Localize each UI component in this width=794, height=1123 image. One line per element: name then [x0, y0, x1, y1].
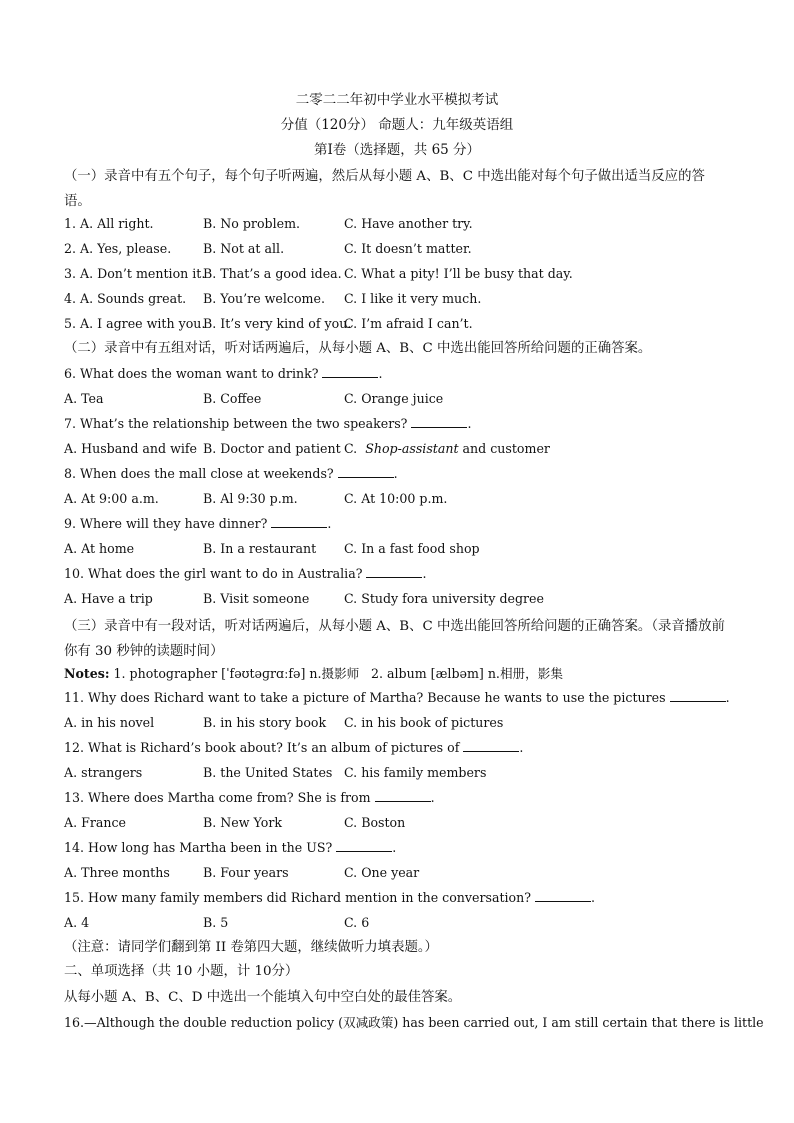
q4-option-a: 4. A. Sounds great. [64, 291, 187, 306]
section2-instruction: （二）录音中有五组对话，听对话两遍后，从每小题 A、B、C 中选出能回答所给问题的正确答案。 [64, 341, 652, 356]
answer-blank [375, 789, 431, 802]
q7-option-c-rest: and customer [462, 441, 550, 456]
q6-text: 6. What does the woman want to drink? [64, 366, 319, 381]
q5-option-b: B. It’s very kind of you. [203, 316, 352, 331]
q8-option-c: C. At 10:00 p.m. [344, 491, 448, 506]
q15-text: 15. How many family members did Richard mention in the conversation? [64, 890, 532, 905]
q8-text: 8. When does the mall close at weekends? [64, 466, 334, 481]
q15-option-b: B. 5 [203, 915, 229, 930]
q6-option-b: B. Coffee [203, 391, 262, 406]
part-one-heading: 第Ⅰ卷（选择题，共 65 分） [313, 142, 481, 158]
q5-option-c: C. I’m afraid I can’t. [344, 316, 473, 331]
turn-page-note: （注意：请同学们翻到第 II 卷第四大题，继续做听力填表题。） [64, 940, 438, 955]
answer-blank [463, 739, 519, 752]
q7-option-c-italic: Shop-assistant [365, 441, 459, 456]
answer-blank [670, 689, 726, 702]
q9-option-b: B. In a restaurant [203, 541, 317, 556]
q14-text: 14. How long has Martha been in the US? [64, 840, 333, 855]
q14-option-b: B. Four years [203, 865, 289, 880]
q9-text: 9. Where will they have dinner? [64, 516, 268, 531]
q15-option-a: A. 4 [64, 915, 90, 930]
q11-stem: 11. Why does Richard want to take a picture of Martha? Because he wants to use the pictures . [64, 690, 730, 705]
q6-option-a: A. Tea [64, 391, 104, 406]
q11-text: 11. Why does Richard want to take a picture of Martha? Because he wants to use the pictures [64, 690, 666, 705]
q10-stem: 10. What does the girl want to do in Australia? . [64, 566, 427, 581]
q13-stem: 13. Where does Martha come from? She is from . [64, 790, 435, 805]
q7-option-b: B. Doctor and patient [203, 441, 341, 456]
q8-option-a: A. At 9:00 a.m. [64, 491, 159, 506]
exam-title: 二零二二年初中学业水平模拟考试 [295, 92, 499, 108]
answer-blank [535, 889, 591, 902]
q15-stem: 15. How many family members did Richard mention in the conversation? . [64, 890, 596, 905]
answer-blank [271, 515, 327, 528]
answer-blank [338, 465, 394, 478]
q2-option-a: 2. A. Yes, please. [64, 241, 172, 256]
q10-option-b: B. Visit someone [203, 591, 310, 606]
q7-option-c-letter: C. [344, 441, 358, 456]
answer-blank [322, 365, 378, 378]
q16-stem: 16.—Although the double reduction policy (双减政策) has been carried out, I am still certain that there is little [64, 1015, 764, 1030]
q2-option-c: C. It doesn’t matter. [344, 241, 472, 256]
q13-option-c: C. Boston [344, 815, 406, 830]
q1-option-c: C. Have another try. [344, 216, 473, 231]
q12-option-c: C. his family members [344, 765, 487, 780]
note-photographer: 1. photographer [ˈfəʊtəɡrɑːfə] n.摄影师 [113, 666, 360, 681]
q5-option-a: 5. A. I agree with you. [64, 316, 206, 331]
answer-blank [366, 565, 422, 578]
q2-option-b: B. Not at all. [203, 241, 285, 256]
section1-instruction: （一）录音中有五个句子，每个句子听两遍，然后从每小题 A、B、C 中选出能对每个句子做出适当反应的答语。 [64, 169, 705, 209]
score-and-author: 分值（120分） 命题人：九年级英语组 [280, 117, 514, 133]
q8-option-b: B. Al 9:30 p.m. [203, 491, 298, 506]
q7-stem: 7. What’s the relationship between the two speakers? . [64, 416, 472, 431]
q8-stem: 8. When does the mall close at weekends? . [64, 466, 398, 481]
q4-option-b: B. You’re welcome. [203, 291, 325, 306]
q7-text: 7. What’s the relationship between the two speakers? [64, 416, 408, 431]
q9-option-c: C. In a fast food shop [344, 541, 480, 556]
q11-option-a: A. in his novel [64, 715, 155, 730]
q9-option-a: A. At home [64, 541, 135, 556]
answer-blank [336, 839, 392, 852]
q14-option-c: C. One year [344, 865, 420, 880]
q14-option-a: A. Three months [64, 865, 170, 880]
q9-stem: 9. Where will they have dinner? . [64, 516, 332, 531]
note-album: 2. album [ælbəm] n.相册，影集 [371, 666, 563, 681]
notes-label: Notes: [64, 666, 110, 681]
q1-option-a: 1. A. All right. [64, 216, 154, 231]
answer-blank [411, 415, 467, 428]
q13-option-a: A. France [64, 815, 126, 830]
q10-option-a: A. Have a trip [64, 591, 153, 606]
q15-option-c: C. 6 [344, 915, 370, 930]
q1-option-b: B. No problem. [203, 216, 301, 231]
q12-text: 12. What is Richard’s book about? It’s an album of pictures of [64, 740, 460, 755]
q6-stem: 6. What does the woman want to drink? . [64, 366, 383, 381]
q14-stem: 14. How long has Martha been in the US? . [64, 840, 397, 855]
q4-option-c: C. I like it very much. [344, 291, 482, 306]
q11-option-b: B. in his story book [203, 715, 327, 730]
q13-option-b: B. New York [203, 815, 282, 830]
section-two-title: 二、单项选择（共 10 小题，计 10分） [64, 964, 299, 979]
q3-option-a: 3. A. Don’t mention it. [64, 266, 206, 281]
section3-instruction: （三）录音中有一段对话，听对话两遍后，从每小题 A、B、C 中选出能回答所给问题的正确答案。（录音播放前你有 30 秒钟的读题时间） [64, 619, 725, 659]
q6-option-c: C. Orange juice [344, 391, 444, 406]
q11-option-c: C. in his book of pictures [344, 715, 504, 730]
q12-stem: 12. What is Richard’s book about? It’s an album of pictures of . [64, 740, 524, 755]
q3-option-c: C. What a pity! I’ll be busy that day. [344, 266, 573, 281]
q10-text: 10. What does the girl want to do in Australia? [64, 566, 363, 581]
q3-option-b: B. That’s a good idea. [203, 266, 342, 281]
q7-option-c [344, 439, 550, 459]
q12-option-a: A. strangers [64, 765, 143, 780]
q13-text: 13. Where does Martha come from? She is from [64, 790, 371, 805]
section-two-instruction: 从每小题 A、B、C、D 中选出一个能填入句中空白处的最佳答案。 [64, 990, 462, 1005]
q7-option-a: A. Husband and wife [64, 441, 198, 456]
q12-option-b: B. the United States [203, 765, 333, 780]
q10-option-c: C. Study fora university degree [344, 591, 544, 606]
